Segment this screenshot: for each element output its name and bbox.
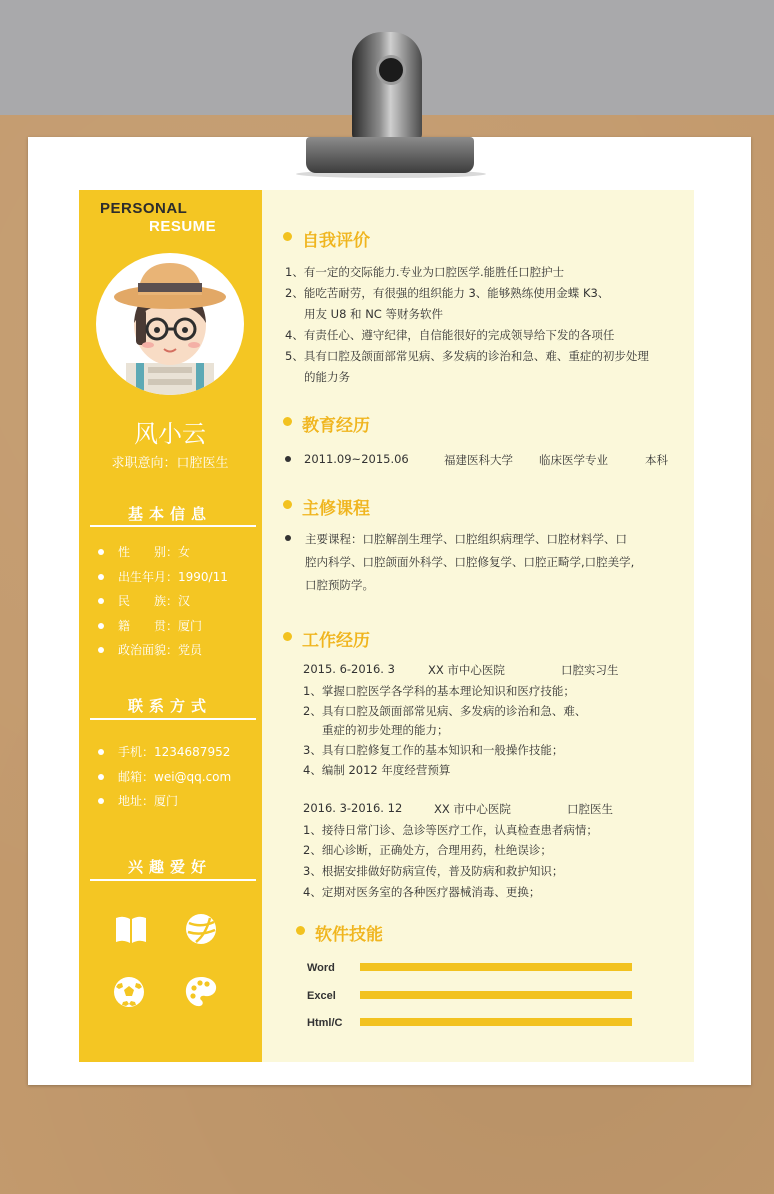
binder-clip-arm <box>352 32 422 142</box>
basic-info-divider <box>90 525 256 527</box>
basic-info-item: 政治面貌：党员 <box>98 640 228 665</box>
education-bullet <box>285 456 291 462</box>
job-line: 4、编制 2012 年度经营预算 <box>303 763 451 777</box>
basic-info-title: 基本信息 <box>127 505 212 523</box>
header-personal: PERSONAL <box>100 200 188 217</box>
section-bullet <box>283 232 292 241</box>
courses-line: 口腔预防学。 <box>305 578 374 592</box>
skill-name: Word <box>307 962 335 974</box>
job-line: 3、具有口腔修复工作的基本知识和一般操作技能； <box>303 743 564 757</box>
basic-info-item: 出生年月：1990/11 <box>98 567 228 592</box>
header-resume: RESUME <box>149 218 217 235</box>
avatar-illustration <box>96 253 244 395</box>
skill-name: Excel <box>307 990 336 1002</box>
courses-line: 主要课程：口腔解剖生理学、口腔组织病理学、口腔材料学、口 <box>305 532 627 546</box>
education-date: 2011.09~2015.06 <box>304 452 409 466</box>
job-date: 2015. 6-2016. 3 <box>303 662 395 676</box>
skill-bar <box>360 991 632 999</box>
contact-divider <box>90 718 256 720</box>
book-icon <box>114 912 148 946</box>
profile-name: 风小云 <box>134 420 206 448</box>
skill-bar-fill <box>360 1018 632 1026</box>
section-bullet <box>283 500 292 509</box>
education-degree: 本科 <box>645 453 668 467</box>
skill-bar <box>360 1018 632 1026</box>
contact-item: 地址：厦门 <box>98 791 231 816</box>
binder-clip-icon <box>306 137 474 173</box>
contact-list <box>98 742 231 816</box>
soccer-ball-icon <box>112 975 146 1009</box>
education-title: 教育经历 <box>302 416 370 436</box>
palette-icon <box>184 975 218 1009</box>
self-eval-line: 1、有一定的交际能力.专业为口腔医学.能胜任口腔护士 <box>285 265 565 279</box>
job-org: XX 市中心医院 <box>428 663 505 677</box>
self-eval-title: 自我评价 <box>302 231 370 251</box>
self-eval-line: 用友 U8 和 NC 等财务软件 <box>304 307 443 321</box>
job-line: 1、接待日常门诊、急诊等医疗工作，认真检查患者病情； <box>303 823 598 837</box>
contact-item: 邮箱：wei@qq.com <box>98 767 231 792</box>
work-title: 工作经历 <box>302 631 370 651</box>
avatar <box>96 253 244 395</box>
job-org: XX 市中心医院 <box>434 802 511 816</box>
basic-info-item: 民 族：汉 <box>98 591 228 616</box>
skill-bar <box>360 963 632 971</box>
basic-info-item: 性 别：女 <box>98 542 228 567</box>
courses-line: 腔内科学、口腔颌面外科学、口腔修复学、口腔正畸学,口腔美学, <box>305 555 635 569</box>
self-eval-line: 5、具有口腔及颌面部常见病、多发病的诊治和急、难、重症的初步处理 <box>285 349 649 363</box>
self-eval-line: 4、有责任心、遵守纪律，自信能很好的完成领导给下发的各项任 <box>285 328 615 342</box>
job-line: 重症的初步处理的能力； <box>322 723 449 737</box>
job-line: 2、具有口腔及颌面部常见病、多发病的诊治和急、难、 <box>303 704 587 718</box>
skills-title: 软件技能 <box>315 925 383 945</box>
contact-item: 手机：1234687952 <box>98 742 231 767</box>
job-line: 1、掌握口腔医学各学科的基本理论知识和医疗技能； <box>303 684 575 698</box>
job-line: 3、根据安排做好防病宣传，普及防病和救护知识； <box>303 864 564 878</box>
job-intent: 求职意向：口腔医生 <box>111 456 229 471</box>
section-bullet <box>283 417 292 426</box>
education-major: 临床医学专业 <box>539 453 608 467</box>
contact-title: 联系方式 <box>127 697 212 715</box>
skill-bar-fill <box>360 963 632 971</box>
job-role: 口腔医生 <box>567 802 613 816</box>
hobbies-divider <box>90 879 256 881</box>
section-bullet <box>283 632 292 641</box>
self-eval-line: 的能力务 <box>304 370 350 384</box>
section-bullet <box>296 926 305 935</box>
basic-info-list <box>98 542 228 665</box>
job-date: 2016. 3-2016. 12 <box>303 801 403 815</box>
education-school: 福建医科大学 <box>444 453 513 467</box>
binder-clip-hole <box>376 55 406 85</box>
self-eval-line: 2、能吃苦耐劳，有很强的组织能力 3、能够熟练使用金蝶 K3、 <box>285 286 610 300</box>
volleyball-icon <box>184 912 218 946</box>
skill-bar-fill <box>360 991 632 999</box>
basic-info-item: 籍 贯：厦门 <box>98 616 228 641</box>
skill-name: Html/C <box>307 1017 343 1029</box>
hobbies-title: 兴趣爱好 <box>127 858 212 876</box>
courses-title: 主修课程 <box>302 499 370 519</box>
courses-bullet <box>285 535 291 541</box>
job-line: 4、定期对医务室的各种医疗器械消毒、更换； <box>303 885 541 899</box>
job-role: 口腔实习生 <box>561 663 619 677</box>
job-line: 2、细心诊断，正确处方，合理用药，杜绝误诊； <box>303 843 552 857</box>
